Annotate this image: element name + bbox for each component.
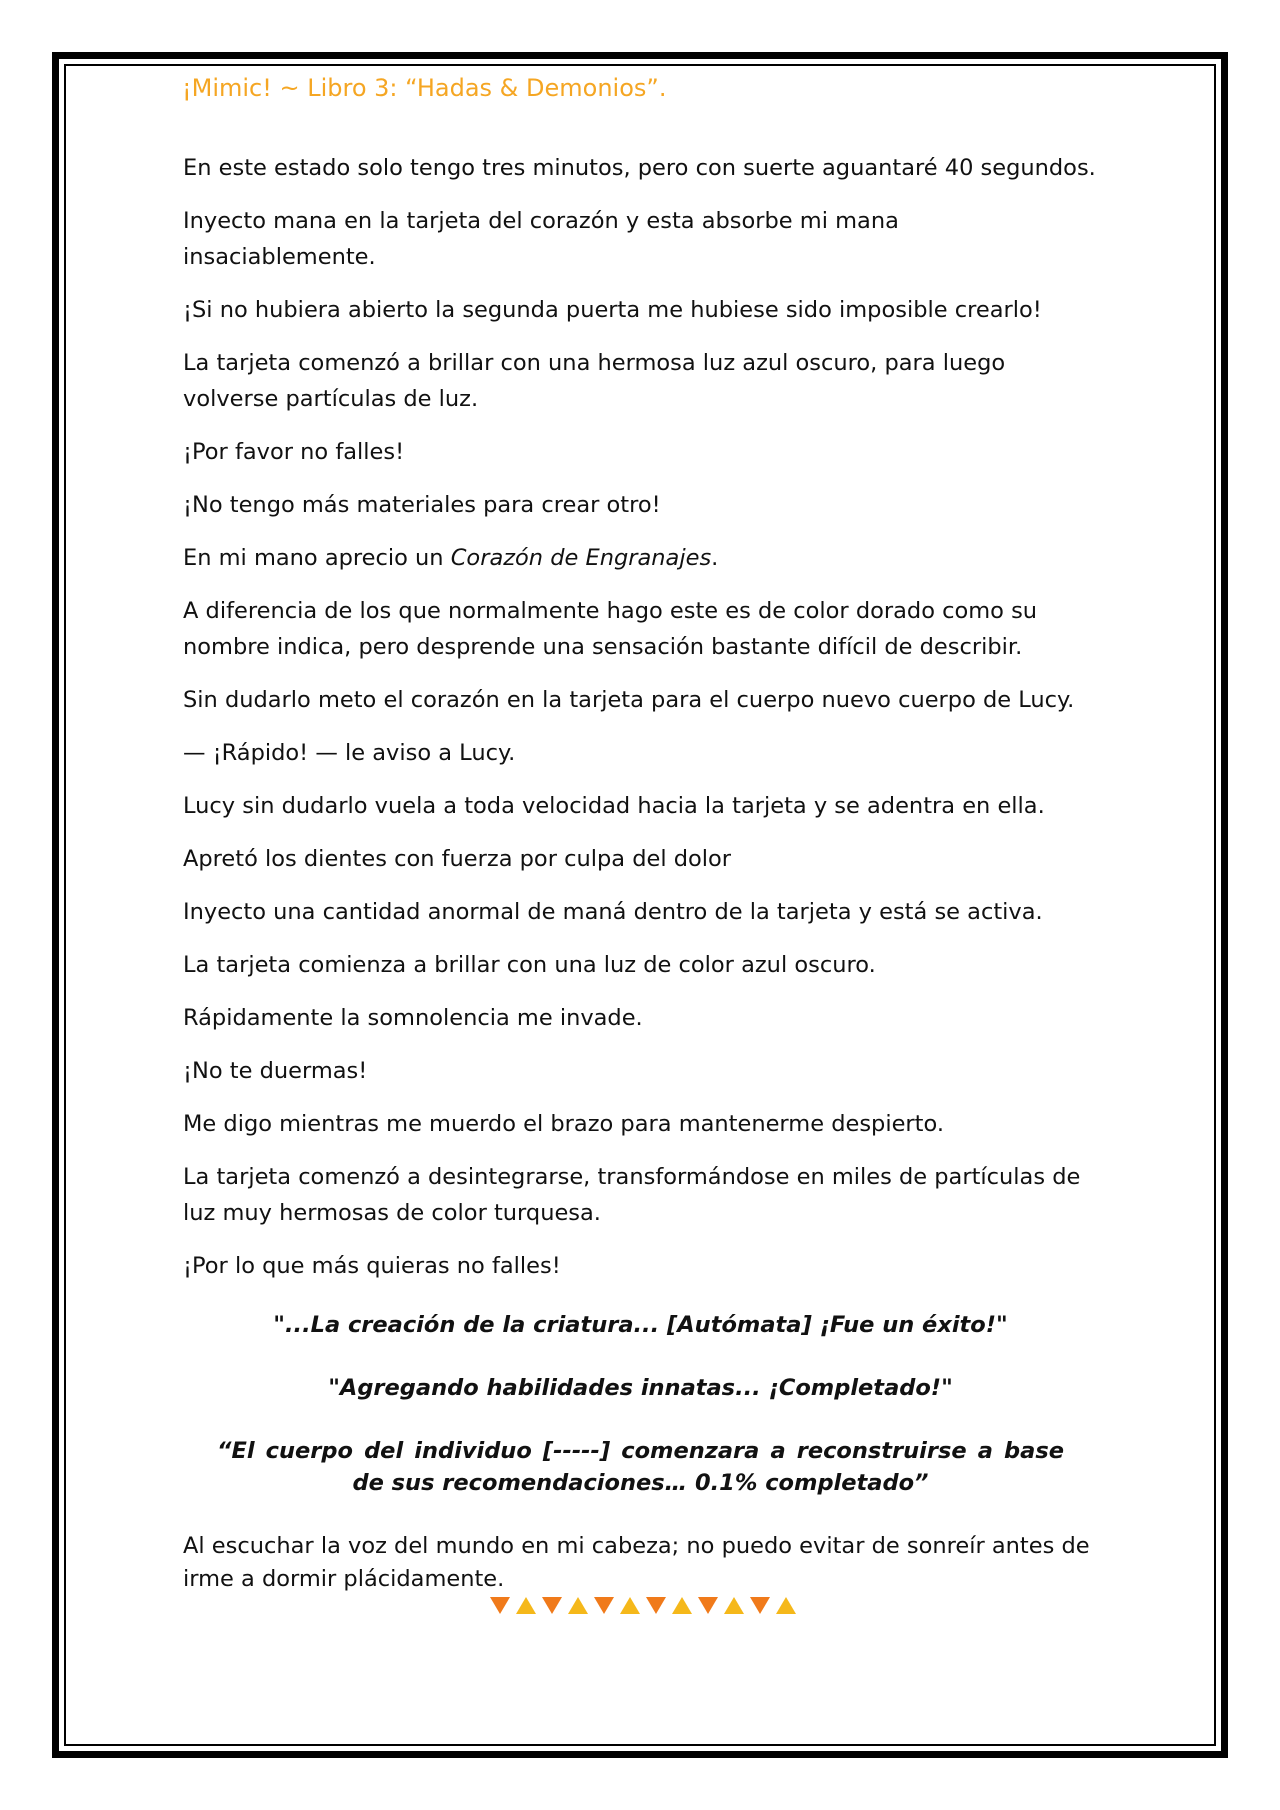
triangle-down-icon bbox=[750, 1597, 770, 1614]
paragraph: A diferencia de los que normalmente hago este es de color dorado como su nombre indica, pero desprende una sensación bastante difícil de describir. bbox=[183, 598, 1038, 660]
chapter-body bbox=[183, 150, 1098, 1613]
triangle-up-icon bbox=[568, 1597, 588, 1614]
triangle-down-icon bbox=[594, 1597, 614, 1614]
paragraph-text: En mi mano aprecio un bbox=[183, 545, 451, 571]
paragraph: Apretó los dientes con fuerza por culpa del dolor bbox=[183, 846, 732, 872]
paragraph-text: . bbox=[711, 545, 719, 571]
triangle-up-icon bbox=[620, 1597, 640, 1614]
scene-divider-ornament bbox=[490, 1597, 796, 1621]
closing-paragraph: Al escuchar la voz del mundo en mi cabeza; no puedo evitar de sonreír antes de irme a dormir plácidamente. bbox=[183, 1533, 1090, 1592]
system-messages bbox=[183, 1309, 1098, 1499]
system-message: “El cuerpo del individuo [-----] comenzara a reconstruirse a base de sus recomendaciones… 0.1% completado” bbox=[217, 1438, 1064, 1496]
triangle-down-icon bbox=[698, 1597, 718, 1614]
paragraph-with-italic bbox=[183, 540, 1098, 576]
paragraph: Rápidamente la somnolencia me invade. bbox=[183, 1005, 643, 1031]
paragraph: ¡No tengo más materiales para crear otro! bbox=[183, 492, 661, 518]
triangle-up-icon bbox=[776, 1597, 796, 1614]
system-message: "...La creación de la criatura... [Autómata] ¡Fue un éxito!" bbox=[273, 1312, 1008, 1338]
italic-term: Corazón de Engranajes bbox=[450, 545, 712, 571]
book-header-title: ¡Mimic! ~ Libro 3: “Hadas & Demonios”. bbox=[182, 74, 667, 102]
paragraph: La tarjeta comenzó a desintegrarse, transformándose en miles de partículas de luz muy hermosas de color turquesa. bbox=[183, 1164, 1081, 1226]
triangle-down-icon bbox=[646, 1597, 666, 1614]
paragraph: Lucy sin dudarlo vuela a toda velocidad hacia la tarjeta y se adentra en ella. bbox=[183, 793, 1045, 819]
paragraph: Inyecto una cantidad anormal de maná dentro de la tarjeta y está se activa. bbox=[183, 899, 1043, 925]
triangle-up-icon bbox=[724, 1597, 744, 1614]
paragraph: ¡Si no hubiera abierto la segunda puerta me hubiese sido imposible crearlo! bbox=[183, 297, 1042, 323]
paragraph: La tarjeta comenzó a brillar con una hermosa luz azul oscuro, para luego volverse partículas de luz. bbox=[183, 350, 1006, 412]
paragraph: La tarjeta comienza a brillar con una luz de color azul oscuro. bbox=[183, 952, 876, 978]
paragraph: En este estado solo tengo tres minutos, pero con suerte aguantaré 40 segundos. bbox=[183, 155, 1096, 181]
system-message: "Agregando habilidades innatas... ¡Completado!" bbox=[328, 1375, 953, 1401]
triangle-down-icon bbox=[490, 1597, 510, 1614]
paragraph: ¡Por lo que más quieras no falles! bbox=[183, 1253, 561, 1279]
triangle-up-icon bbox=[672, 1597, 692, 1614]
triangle-up-icon bbox=[516, 1597, 536, 1614]
dialogue-line: — ¡Rápido! — le aviso a Lucy. bbox=[183, 740, 516, 766]
paragraph: ¡Por favor no falles! bbox=[183, 439, 405, 465]
paragraph: Me digo mientras me muerdo el brazo para mantenerme despierto. bbox=[183, 1111, 945, 1137]
paragraph: Inyecto mana en la tarjeta del corazón y esta absorbe mi mana insaciablemente. bbox=[183, 208, 899, 270]
paragraph: ¡No te duermas! bbox=[183, 1058, 368, 1084]
paragraph: Sin dudarlo meto el corazón en la tarjeta para el cuerpo nuevo cuerpo de Lucy. bbox=[183, 687, 1075, 713]
triangle-down-icon bbox=[542, 1597, 562, 1614]
